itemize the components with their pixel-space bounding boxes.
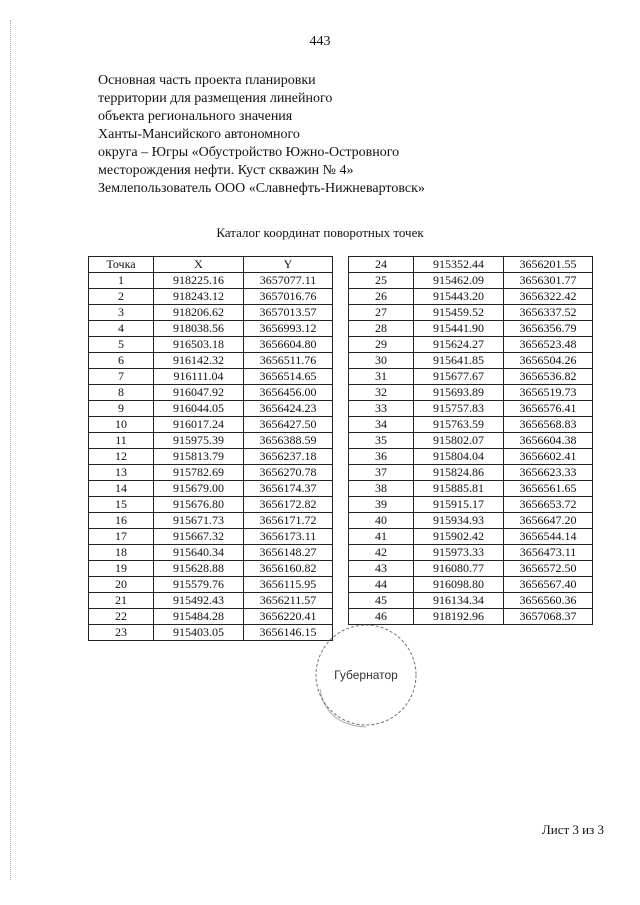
cell-x: 916047.92 (154, 385, 244, 401)
cell-y: 3656511.76 (244, 353, 333, 369)
cell-x: 916017.24 (154, 417, 244, 433)
header-line: Землепользователь ООО «Славнефть-Нижневартовск» (98, 181, 425, 196)
cell-x: 916111.04 (154, 369, 244, 385)
cell-x: 916044.05 (154, 401, 244, 417)
cell-y: 3656211.57 (244, 593, 333, 609)
cell-y: 3656568.83 (504, 417, 593, 433)
cell-x: 915624.27 (414, 337, 504, 353)
header-y: Y (244, 257, 333, 273)
cell-y: 3656647.20 (504, 513, 593, 529)
cell-y: 3656514.65 (244, 369, 333, 385)
cell-y: 3656572.50 (504, 561, 593, 577)
table-row (349, 353, 593, 369)
cell-x: 915441.90 (414, 321, 504, 337)
cell-x: 915462.09 (414, 273, 504, 289)
cell-y: 3656337.52 (504, 305, 593, 321)
cell-x: 916134.34 (414, 593, 504, 609)
cell-x: 915641.85 (414, 353, 504, 369)
table-row (89, 433, 333, 449)
table-row (89, 337, 333, 353)
cell-point: 31 (349, 369, 414, 385)
cell-y: 3656148.27 (244, 545, 333, 561)
cell-y: 3656561.65 (504, 481, 593, 497)
cell-y: 3656519.73 (504, 385, 593, 401)
cell-y: 3656173.11 (244, 529, 333, 545)
table-row (89, 529, 333, 545)
cell-point: 42 (349, 545, 414, 561)
header-line: округа – Югры «Обустройство Южно-Островного (98, 145, 400, 160)
cell-y: 3656146.15 (244, 625, 333, 641)
cell-point: 26 (349, 289, 414, 305)
cell-x: 915403.05 (154, 625, 244, 641)
table-row (349, 401, 593, 417)
cell-y: 3656604.38 (504, 433, 593, 449)
header-line: Ханты-Мансийского автономного (98, 127, 300, 142)
cell-y: 3656523.48 (504, 337, 593, 353)
table-row (349, 449, 593, 465)
table-row (89, 289, 333, 305)
table-header-row (89, 257, 333, 273)
table-row (349, 369, 593, 385)
cell-y: 3656602.41 (504, 449, 593, 465)
table-row (89, 353, 333, 369)
cell-point: 34 (349, 417, 414, 433)
cell-y: 3656623.33 (504, 465, 593, 481)
table-row (349, 545, 593, 561)
table-row (89, 513, 333, 529)
cell-y: 3656473.11 (504, 545, 593, 561)
cell-point: 12 (89, 449, 154, 465)
cell-x: 915782.69 (154, 465, 244, 481)
cell-x: 915640.34 (154, 545, 244, 561)
cell-y: 3656301.77 (504, 273, 593, 289)
table-row (89, 417, 333, 433)
cell-point: 25 (349, 273, 414, 289)
cell-x: 915679.00 (154, 481, 244, 497)
cell-x: 918243.12 (154, 289, 244, 305)
cell-x: 915677.67 (414, 369, 504, 385)
cell-x: 915975.39 (154, 433, 244, 449)
cell-x: 915693.89 (414, 385, 504, 401)
cell-point: 16 (89, 513, 154, 529)
cell-y: 3656201.55 (504, 257, 593, 273)
cell-x: 915885.81 (414, 481, 504, 497)
cell-point: 29 (349, 337, 414, 353)
cell-point: 28 (349, 321, 414, 337)
cell-y: 3657016.76 (244, 289, 333, 305)
cell-x: 915671.73 (154, 513, 244, 529)
cell-x: 915973.33 (414, 545, 504, 561)
table-row (89, 625, 333, 641)
sheet-label: Лист 3 из 3 (541, 822, 604, 837)
table-row (89, 545, 333, 561)
catalog-title: Каталог координат поворотных точек (216, 225, 424, 240)
table-row (89, 305, 333, 321)
table-row (89, 593, 333, 609)
table-row (89, 497, 333, 513)
table-row (349, 593, 593, 609)
table-row (349, 529, 593, 545)
cell-point: 3 (89, 305, 154, 321)
table-row (349, 337, 593, 353)
table-row (89, 481, 333, 497)
cell-y: 3656356.79 (504, 321, 593, 337)
cell-x: 915902.42 (414, 529, 504, 545)
header-line: Основная часть проекта планировки (98, 73, 316, 88)
cell-point: 13 (89, 465, 154, 481)
cell-x: 916098.80 (414, 577, 504, 593)
cell-point: 2 (89, 289, 154, 305)
header-line: объекта регионального значения (98, 109, 293, 124)
cell-x: 915492.43 (154, 593, 244, 609)
cell-point: 11 (89, 433, 154, 449)
cell-point: 24 (349, 257, 414, 273)
table-row (89, 465, 333, 481)
cell-point: 22 (89, 609, 154, 625)
header-line: территории для размещения линейного (98, 91, 333, 106)
cell-y: 3656604.80 (244, 337, 333, 353)
cell-point: 17 (89, 529, 154, 545)
cell-y: 3656220.41 (244, 609, 333, 625)
cell-y: 3656504.26 (504, 353, 593, 369)
cell-y: 3656172.82 (244, 497, 333, 513)
cell-y: 3656115.95 (244, 577, 333, 593)
cell-point: 36 (349, 449, 414, 465)
cell-x: 915934.93 (414, 513, 504, 529)
table-row (349, 465, 593, 481)
cell-y: 3657068.37 (504, 609, 593, 625)
cell-point: 10 (89, 417, 154, 433)
table-row (349, 561, 593, 577)
table-row (349, 321, 593, 337)
cell-y: 3656237.18 (244, 449, 333, 465)
cell-y: 3656560.36 (504, 593, 593, 609)
cell-point: 15 (89, 497, 154, 513)
cell-point: 9 (89, 401, 154, 417)
table-row (89, 369, 333, 385)
cell-point: 14 (89, 481, 154, 497)
cell-x: 915459.52 (414, 305, 504, 321)
document-header (98, 72, 425, 198)
cell-point: 46 (349, 609, 414, 625)
cell-point: 8 (89, 385, 154, 401)
table-row (89, 609, 333, 625)
table-row (349, 481, 593, 497)
coordinates-table-left (88, 256, 333, 641)
header-point: Точка (89, 257, 154, 273)
cell-y: 3656174.37 (244, 481, 333, 497)
cell-y: 3657077.11 (244, 273, 333, 289)
cell-y: 3656427.50 (244, 417, 333, 433)
cell-point: 18 (89, 545, 154, 561)
stamp-text: Губернатор (334, 668, 398, 682)
cell-x: 915443.20 (414, 289, 504, 305)
cell-x: 918225.16 (154, 273, 244, 289)
cell-x: 915676.80 (154, 497, 244, 513)
cell-point: 40 (349, 513, 414, 529)
header-x: X (154, 257, 244, 273)
table-row (349, 289, 593, 305)
cell-x: 915667.32 (154, 529, 244, 545)
cell-point: 23 (89, 625, 154, 641)
cell-x: 915813.79 (154, 449, 244, 465)
table-row (349, 257, 593, 273)
cell-point: 20 (89, 577, 154, 593)
left-margin-line (10, 20, 11, 880)
cell-point: 37 (349, 465, 414, 481)
page-number: 443 (309, 34, 331, 49)
cell-y: 3656424.23 (244, 401, 333, 417)
cell-point: 6 (89, 353, 154, 369)
cell-y: 3656653.72 (504, 497, 593, 513)
table-row (89, 385, 333, 401)
table-row (349, 497, 593, 513)
cell-point: 7 (89, 369, 154, 385)
table-row (349, 385, 593, 401)
cell-point: 45 (349, 593, 414, 609)
cell-x: 915915.17 (414, 497, 504, 513)
cell-y: 3656322.42 (504, 289, 593, 305)
cell-x: 915352.44 (414, 257, 504, 273)
cell-x: 915757.83 (414, 401, 504, 417)
cell-y: 3657013.57 (244, 305, 333, 321)
cell-x: 915579.76 (154, 577, 244, 593)
cell-y: 3656567.40 (504, 577, 593, 593)
cell-x: 918038.56 (154, 321, 244, 337)
cell-point: 4 (89, 321, 154, 337)
cell-point: 32 (349, 385, 414, 401)
cell-x: 915824.86 (414, 465, 504, 481)
cell-point: 30 (349, 353, 414, 369)
cell-x: 915628.88 (154, 561, 244, 577)
table-row (349, 417, 593, 433)
cell-point: 33 (349, 401, 414, 417)
cell-x: 918192.96 (414, 609, 504, 625)
table-row (349, 513, 593, 529)
table-row (349, 433, 593, 449)
cell-y: 3656160.82 (244, 561, 333, 577)
cell-x: 918206.62 (154, 305, 244, 321)
table-row (89, 401, 333, 417)
cell-y: 3656456.00 (244, 385, 333, 401)
cell-y: 3656544.14 (504, 529, 593, 545)
cell-x: 915484.28 (154, 609, 244, 625)
cell-point: 27 (349, 305, 414, 321)
cell-point: 44 (349, 577, 414, 593)
cell-y: 3656536.82 (504, 369, 593, 385)
cell-x: 916142.32 (154, 353, 244, 369)
cell-point: 38 (349, 481, 414, 497)
cell-y: 3656171.72 (244, 513, 333, 529)
table-row (89, 561, 333, 577)
header-line: месторождения нефти. Куст скважин № 4» (98, 163, 354, 178)
cell-y: 3656388.59 (244, 433, 333, 449)
cell-point: 19 (89, 561, 154, 577)
cell-x: 916080.77 (414, 561, 504, 577)
table-row (349, 305, 593, 321)
cell-point: 1 (89, 273, 154, 289)
cell-point: 21 (89, 593, 154, 609)
cell-y: 3656576.41 (504, 401, 593, 417)
cell-x: 916503.18 (154, 337, 244, 353)
table-row (89, 273, 333, 289)
governor-stamp (306, 615, 426, 735)
table-row (89, 577, 333, 593)
table-row (89, 321, 333, 337)
cell-y: 3656993.12 (244, 321, 333, 337)
cell-point: 35 (349, 433, 414, 449)
cell-y: 3656270.78 (244, 465, 333, 481)
cell-point: 39 (349, 497, 414, 513)
cell-x: 915802.07 (414, 433, 504, 449)
table-row (89, 449, 333, 465)
cell-point: 5 (89, 337, 154, 353)
cell-point: 41 (349, 529, 414, 545)
cell-x: 915763.59 (414, 417, 504, 433)
cell-point: 43 (349, 561, 414, 577)
table-row (349, 577, 593, 593)
coordinates-table-right (348, 256, 593, 625)
table-row (349, 273, 593, 289)
cell-x: 915804.04 (414, 449, 504, 465)
